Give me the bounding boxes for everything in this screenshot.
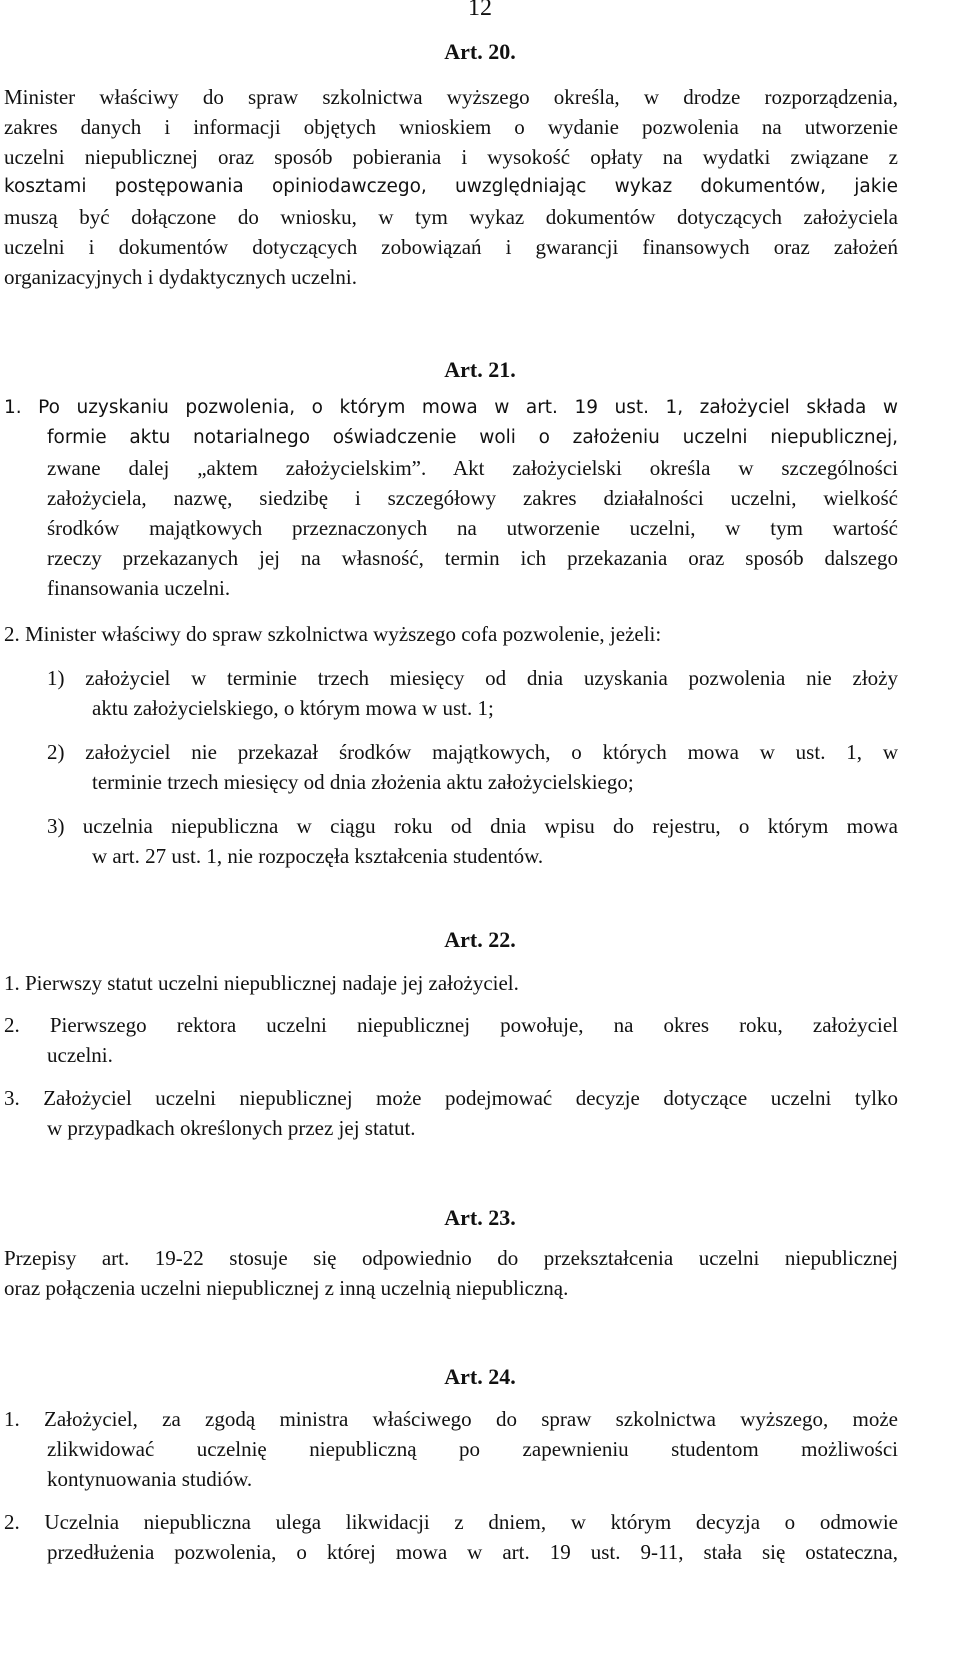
art23-line: oraz połączenia uczelni niepublicznej z inną uczelnią niepubliczną. <box>4 1276 569 1300</box>
art21-p1-line: 1. Po uzyskaniu pozwolenia, o którym mowa w art. 19 ust. 1, założyciel składa w <box>4 397 898 418</box>
art21-p1-line: rzeczy przekazanych jej na własność, termin ich przekazania oraz sposób dalszego <box>47 546 898 570</box>
art21-item-3: 3) uczelnia niepubliczna w ciągu roku od dnia wpisu do rejestru, o którym mowa <box>47 814 898 838</box>
art24-p1-line: 1. Założyciel, za zgodą ministra właściwego do spraw szkolnictwa wyższego, może <box>4 1407 898 1431</box>
art20-line: zakres danych i informacji objętych wnioskiem o wydanie pozwolenia na utworzenie <box>4 115 898 139</box>
art22-p2-line: uczelni. <box>47 1043 113 1067</box>
art21-p1-line: finansowania uczelni. <box>47 576 231 600</box>
art21-item-3-cont: w art. 27 ust. 1, nie rozpoczęła kształcenia studentów. <box>92 844 544 868</box>
art20-line <box>4 143 898 171</box>
art20-line: Minister właściwy do spraw szkolnictwa wyższego określa, w drodze rozporządzenia, <box>4 85 898 109</box>
art21-p2-line: 2. Minister właściwy do spraw szkolnictwa wyższego cofa pozwolenie, jeżeli: <box>4 622 662 646</box>
art24-p1-line: zlikwidować uczelnię niepubliczną po zapewnieniu studentom możliwości <box>47 1437 898 1461</box>
art20-line: uczelni i dokumentów dotyczących zobowiązań i gwarancji finansowych oraz założeń <box>4 235 898 259</box>
article-20-heading: Art. 20. <box>444 39 516 64</box>
art24-p2-line: przedłużenia pozwolenia, o której mowa w art. 19 ust. 9-11, stała się ostateczna, <box>47 1540 898 1564</box>
art20-line: kosztami postępowania opiniodawczego, uwzględniając wykaz dokumentów, jakie <box>4 176 898 197</box>
art23-line: Przepisy art. 19-22 stosuje się odpowiednio do przekształcenia uczelni niepublicznej <box>4 1246 898 1270</box>
art21-item-2: 2) założyciel nie przekazał środków majątkowych, o których mowa w ust. 1, w <box>47 740 898 764</box>
article-21-heading: Art. 21. <box>444 357 516 382</box>
art20-line-part: uczelni niepublicznej oraz sposób pobierania i wysokość opłaty na wydatki związane z <box>4 145 898 169</box>
article-23-heading: Art. 23. <box>444 1205 516 1230</box>
art21-p1-line: zwane dalej „aktem założycielskim”. Akt założycielski określa w szczególności <box>47 456 898 480</box>
art24-p1-line: kontynuowania studiów. <box>47 1467 253 1491</box>
art21-p1-line: środków majątkowych przeznaczonych na utworzenie uczelni, w tym wartość <box>47 516 898 540</box>
art21-item-1-cont: aktu założycielskiego, o którym mowa w ust. 1; <box>92 696 494 720</box>
page-number: 12 <box>468 0 492 21</box>
art20-line: organizacyjnych i dydaktycznych uczelni. <box>4 265 357 289</box>
art22-p3-line: 3. Założyciel uczelni niepublicznej może podejmować decyzje dotyczące uczelni tylko <box>4 1086 898 1110</box>
article-24-heading: Art. 24. <box>444 1364 516 1389</box>
art22-p3-line: w przypadkach określonych przez jej statut. <box>47 1116 416 1140</box>
art22-p2-line: 2. Pierwszego rektora uczelni niepublicznej powołuje, na okres roku, założyciel <box>4 1013 898 1037</box>
art24-p2-line: 2. Uczelnia niepubliczna ulega likwidacji z dniem, w którym decyzja o odmowie <box>4 1510 898 1534</box>
art20-line: muszą być dołączone do wniosku, w tym wykaz dokumentów dotyczących założyciela <box>4 205 898 229</box>
art21-item-2-cont: terminie trzech miesięcy od dnia złożenia aktu założycielskiego; <box>92 770 634 794</box>
article-22-heading: Art. 22. <box>444 927 516 952</box>
art21-item-1: 1) założyciel w terminie trzech miesięcy od dnia uzyskania pozwolenia nie złoży <box>47 666 898 690</box>
art22-p1: 1. Pierwszy statut uczelni niepublicznej nadaje jej założyciel. <box>4 971 519 995</box>
art21-p1-line: formie aktu notarialnego oświadczenie woli o założeniu uczelni niepublicznej, <box>47 427 898 448</box>
art21-p1-line: założyciela, nazwę, siedzibę i szczegółowy zakres działalności uczelni, wielkość <box>47 486 898 510</box>
